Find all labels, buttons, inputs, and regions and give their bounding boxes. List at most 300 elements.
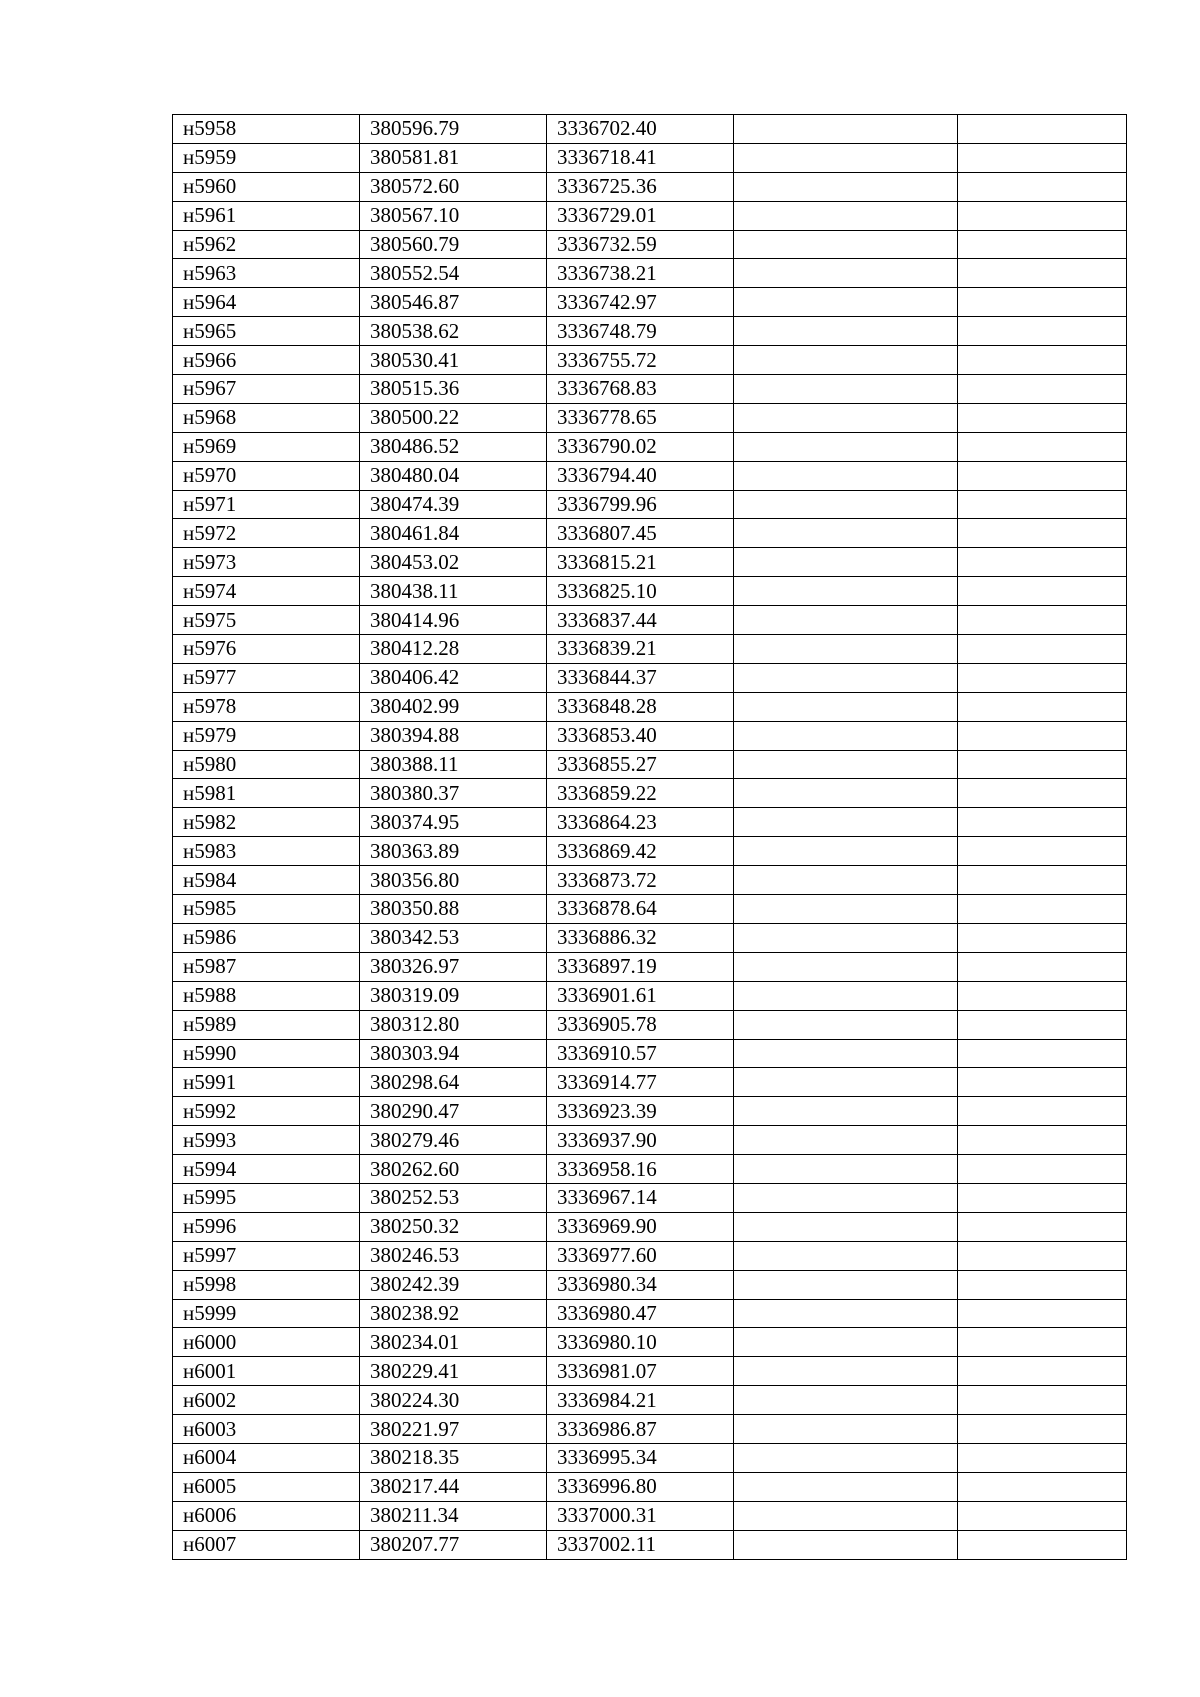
table-row: [173, 230, 1127, 259]
empty-cell-5: [958, 1183, 1127, 1212]
x-coordinate-cell: 380546.87: [360, 288, 547, 317]
table-row: [173, 692, 1127, 721]
point-id-cell: н6000: [173, 1328, 360, 1357]
y-coordinate-cell: 3336702.40: [547, 115, 734, 144]
empty-cell-5: [958, 1357, 1127, 1386]
x-coordinate-cell: 380211.34: [360, 1501, 547, 1530]
empty-cell-5: [958, 1097, 1127, 1126]
empty-cell-4: [734, 779, 958, 808]
empty-cell-4: [734, 1357, 958, 1386]
empty-cell-5: [958, 808, 1127, 837]
x-coordinate-cell: 380402.99: [360, 692, 547, 721]
y-coordinate-cell: 3336748.79: [547, 317, 734, 346]
table-row: [173, 201, 1127, 230]
y-coordinate-cell: 3336937.90: [547, 1126, 734, 1155]
y-coordinate-cell: 3336897.19: [547, 952, 734, 981]
y-coordinate-cell: 3336729.01: [547, 201, 734, 230]
y-coordinate-cell: 3336967.14: [547, 1183, 734, 1212]
y-coordinate-cell: 3336755.72: [547, 346, 734, 375]
table-row: [173, 461, 1127, 490]
point-id-cell: н5978: [173, 692, 360, 721]
point-id-cell: н5988: [173, 981, 360, 1010]
empty-cell-4: [734, 519, 958, 548]
x-coordinate-cell: 380298.64: [360, 1068, 547, 1097]
empty-cell-4: [734, 346, 958, 375]
empty-cell-4: [734, 1270, 958, 1299]
x-coordinate-cell: 380486.52: [360, 432, 547, 461]
point-id-cell: н5986: [173, 923, 360, 952]
table-row: [173, 837, 1127, 866]
empty-cell-5: [958, 952, 1127, 981]
x-coordinate-cell: 380363.89: [360, 837, 547, 866]
empty-cell-5: [958, 981, 1127, 1010]
empty-cell-5: [958, 172, 1127, 201]
x-coordinate-cell: 380567.10: [360, 201, 547, 230]
empty-cell-4: [734, 1299, 958, 1328]
x-coordinate-cell: 380572.60: [360, 172, 547, 201]
x-coordinate-cell: 380412.28: [360, 635, 547, 664]
table-row: [173, 981, 1127, 1010]
empty-cell-5: [958, 1068, 1127, 1097]
x-coordinate-cell: 380515.36: [360, 375, 547, 404]
empty-cell-5: [958, 1039, 1127, 1068]
table-row: [173, 895, 1127, 924]
empty-cell-4: [734, 952, 958, 981]
empty-cell-5: [958, 432, 1127, 461]
empty-cell-5: [958, 1212, 1127, 1241]
x-coordinate-cell: 380552.54: [360, 259, 547, 288]
x-coordinate-cell: 380221.97: [360, 1415, 547, 1444]
table-row: [173, 1039, 1127, 1068]
point-id-cell: н5990: [173, 1039, 360, 1068]
y-coordinate-cell: 3336848.28: [547, 692, 734, 721]
x-coordinate-cell: 380342.53: [360, 923, 547, 952]
x-coordinate-cell: 380312.80: [360, 1010, 547, 1039]
table-row: [173, 490, 1127, 519]
point-id-cell: н5958: [173, 115, 360, 144]
empty-cell-5: [958, 1472, 1127, 1501]
point-id-cell: н5973: [173, 548, 360, 577]
empty-cell-4: [734, 1183, 958, 1212]
table-row: [173, 1097, 1127, 1126]
point-id-cell: н5969: [173, 432, 360, 461]
y-coordinate-cell: 3336901.61: [547, 981, 734, 1010]
table-row: [173, 1155, 1127, 1184]
y-coordinate-cell: 3336878.64: [547, 895, 734, 924]
x-coordinate-cell: 380394.88: [360, 721, 547, 750]
table-row: [173, 1241, 1127, 1270]
table-row: [173, 721, 1127, 750]
y-coordinate-cell: 3336837.44: [547, 606, 734, 635]
point-id-cell: н5967: [173, 375, 360, 404]
y-coordinate-cell: 3336986.87: [547, 1415, 734, 1444]
x-coordinate-cell: 380229.41: [360, 1357, 547, 1386]
point-id-cell: н5976: [173, 635, 360, 664]
empty-cell-4: [734, 1241, 958, 1270]
empty-cell-5: [958, 1270, 1127, 1299]
x-coordinate-cell: 380234.01: [360, 1328, 547, 1357]
point-id-cell: н6005: [173, 1472, 360, 1501]
table-row: [173, 1386, 1127, 1415]
y-coordinate-cell: 3336825.10: [547, 577, 734, 606]
point-id-cell: н5985: [173, 895, 360, 924]
y-coordinate-cell: 3336732.59: [547, 230, 734, 259]
y-coordinate-cell: 3336969.90: [547, 1212, 734, 1241]
y-coordinate-cell: 3336844.37: [547, 663, 734, 692]
empty-cell-4: [734, 1443, 958, 1472]
x-coordinate-cell: 380262.60: [360, 1155, 547, 1184]
x-coordinate-cell: 380581.81: [360, 143, 547, 172]
point-id-cell: н5991: [173, 1068, 360, 1097]
x-coordinate-cell: 380290.47: [360, 1097, 547, 1126]
empty-cell-5: [958, 1415, 1127, 1444]
point-id-cell: н5962: [173, 230, 360, 259]
x-coordinate-cell: 380530.41: [360, 346, 547, 375]
point-id-cell: н6007: [173, 1530, 360, 1559]
table-row: [173, 1415, 1127, 1444]
empty-cell-4: [734, 461, 958, 490]
empty-cell-4: [734, 577, 958, 606]
empty-cell-5: [958, 577, 1127, 606]
table-row: [173, 606, 1127, 635]
table-row: [173, 1010, 1127, 1039]
table-row: [173, 1068, 1127, 1097]
empty-cell-4: [734, 201, 958, 230]
table-row: [173, 1357, 1127, 1386]
table-row: [173, 808, 1127, 837]
empty-cell-5: [958, 519, 1127, 548]
y-coordinate-cell: 3336859.22: [547, 779, 734, 808]
x-coordinate-cell: 380279.46: [360, 1126, 547, 1155]
empty-cell-5: [958, 1155, 1127, 1184]
empty-cell-5: [958, 779, 1127, 808]
empty-cell-5: [958, 635, 1127, 664]
empty-cell-4: [734, 288, 958, 317]
y-coordinate-cell: 3336799.96: [547, 490, 734, 519]
y-coordinate-cell: 3336853.40: [547, 721, 734, 750]
empty-cell-4: [734, 1415, 958, 1444]
y-coordinate-cell: 3336914.77: [547, 1068, 734, 1097]
x-coordinate-cell: 380207.77: [360, 1530, 547, 1559]
empty-cell-4: [734, 230, 958, 259]
x-coordinate-cell: 380538.62: [360, 317, 547, 346]
y-coordinate-cell: 3336790.02: [547, 432, 734, 461]
empty-cell-4: [734, 143, 958, 172]
empty-cell-4: [734, 172, 958, 201]
table-row: [173, 635, 1127, 664]
empty-cell-4: [734, 1097, 958, 1126]
empty-cell-4: [734, 548, 958, 577]
empty-cell-4: [734, 635, 958, 664]
table-row: [173, 779, 1127, 808]
empty-cell-5: [958, 1530, 1127, 1559]
point-id-cell: н5995: [173, 1183, 360, 1212]
table-row: [173, 375, 1127, 404]
empty-cell-5: [958, 1126, 1127, 1155]
x-coordinate-cell: 380388.11: [360, 750, 547, 779]
y-coordinate-cell: 3336839.21: [547, 635, 734, 664]
empty-cell-5: [958, 201, 1127, 230]
empty-cell-5: [958, 923, 1127, 952]
empty-cell-5: [958, 461, 1127, 490]
empty-cell-5: [958, 663, 1127, 692]
y-coordinate-cell: 3336815.21: [547, 548, 734, 577]
x-coordinate-cell: 380242.39: [360, 1270, 547, 1299]
point-id-cell: н5960: [173, 172, 360, 201]
table-row: [173, 519, 1127, 548]
y-coordinate-cell: 3336980.10: [547, 1328, 734, 1357]
x-coordinate-cell: 380250.32: [360, 1212, 547, 1241]
table-row: [173, 1270, 1127, 1299]
x-coordinate-cell: 380374.95: [360, 808, 547, 837]
empty-cell-5: [958, 230, 1127, 259]
table-row: [173, 432, 1127, 461]
empty-cell-5: [958, 837, 1127, 866]
point-id-cell: н5961: [173, 201, 360, 230]
table-row: [173, 750, 1127, 779]
empty-cell-4: [734, 259, 958, 288]
empty-cell-4: [734, 1010, 958, 1039]
point-id-cell: н5965: [173, 317, 360, 346]
table-row: [173, 952, 1127, 981]
empty-cell-4: [734, 837, 958, 866]
empty-cell-5: [958, 548, 1127, 577]
empty-cell-5: [958, 259, 1127, 288]
x-coordinate-cell: 380238.92: [360, 1299, 547, 1328]
table-row: [173, 115, 1127, 144]
y-coordinate-cell: 3336923.39: [547, 1097, 734, 1126]
empty-cell-4: [734, 808, 958, 837]
y-coordinate-cell: 3336855.27: [547, 750, 734, 779]
point-id-cell: н5974: [173, 577, 360, 606]
empty-cell-4: [734, 115, 958, 144]
point-id-cell: н5983: [173, 837, 360, 866]
y-coordinate-cell: 3336869.42: [547, 837, 734, 866]
empty-cell-5: [958, 346, 1127, 375]
y-coordinate-cell: 3336873.72: [547, 866, 734, 895]
y-coordinate-cell: 3336981.07: [547, 1357, 734, 1386]
empty-cell-5: [958, 1328, 1127, 1357]
table-row: [173, 1328, 1127, 1357]
x-coordinate-cell: 380326.97: [360, 952, 547, 981]
table-row: [173, 346, 1127, 375]
empty-cell-4: [734, 750, 958, 779]
empty-cell-4: [734, 317, 958, 346]
y-coordinate-cell: 3336742.97: [547, 288, 734, 317]
table-row: [173, 866, 1127, 895]
point-id-cell: н6001: [173, 1357, 360, 1386]
table-row: [173, 1126, 1127, 1155]
y-coordinate-cell: 3336768.83: [547, 375, 734, 404]
point-id-cell: н5999: [173, 1299, 360, 1328]
x-coordinate-cell: 380252.53: [360, 1183, 547, 1212]
empty-cell-5: [958, 606, 1127, 635]
y-coordinate-cell: 3336910.57: [547, 1039, 734, 1068]
x-coordinate-cell: 380438.11: [360, 577, 547, 606]
empty-cell-4: [734, 1386, 958, 1415]
y-coordinate-cell: 3337000.31: [547, 1501, 734, 1530]
x-coordinate-cell: 380474.39: [360, 490, 547, 519]
y-coordinate-cell: 3336738.21: [547, 259, 734, 288]
empty-cell-5: [958, 1241, 1127, 1270]
empty-cell-5: [958, 115, 1127, 144]
empty-cell-4: [734, 692, 958, 721]
point-id-cell: н5964: [173, 288, 360, 317]
empty-cell-4: [734, 1212, 958, 1241]
table-row: [173, 259, 1127, 288]
y-coordinate-cell: 3336905.78: [547, 1010, 734, 1039]
point-id-cell: н5979: [173, 721, 360, 750]
y-coordinate-cell: 3336958.16: [547, 1155, 734, 1184]
empty-cell-4: [734, 1472, 958, 1501]
x-coordinate-cell: 380414.96: [360, 606, 547, 635]
point-id-cell: н5993: [173, 1126, 360, 1155]
empty-cell-4: [734, 1068, 958, 1097]
point-id-cell: н5968: [173, 403, 360, 432]
y-coordinate-cell: 3336778.65: [547, 403, 734, 432]
point-id-cell: н5998: [173, 1270, 360, 1299]
table-row: [173, 172, 1127, 201]
empty-cell-4: [734, 895, 958, 924]
x-coordinate-cell: 380224.30: [360, 1386, 547, 1415]
y-coordinate-cell: 3336996.80: [547, 1472, 734, 1501]
y-coordinate-cell: 3336984.21: [547, 1386, 734, 1415]
y-coordinate-cell: 3336995.34: [547, 1443, 734, 1472]
y-coordinate-cell: 3336794.40: [547, 461, 734, 490]
x-coordinate-cell: 380406.42: [360, 663, 547, 692]
point-id-cell: н5971: [173, 490, 360, 519]
y-coordinate-cell: 3336864.23: [547, 808, 734, 837]
point-id-cell: н5980: [173, 750, 360, 779]
point-id-cell: н5994: [173, 1155, 360, 1184]
x-coordinate-cell: 380453.02: [360, 548, 547, 577]
empty-cell-4: [734, 375, 958, 404]
point-id-cell: н5972: [173, 519, 360, 548]
empty-cell-4: [734, 721, 958, 750]
point-id-cell: н5959: [173, 143, 360, 172]
point-id-cell: н5992: [173, 1097, 360, 1126]
point-id-cell: н6003: [173, 1415, 360, 1444]
point-id-cell: н6006: [173, 1501, 360, 1530]
empty-cell-4: [734, 403, 958, 432]
x-coordinate-cell: 380380.37: [360, 779, 547, 808]
empty-cell-4: [734, 866, 958, 895]
empty-cell-5: [958, 375, 1127, 404]
y-coordinate-cell: 3336725.36: [547, 172, 734, 201]
y-coordinate-cell: 3336980.34: [547, 1270, 734, 1299]
table-row: [173, 317, 1127, 346]
point-id-cell: н5982: [173, 808, 360, 837]
table-row: [173, 1472, 1127, 1501]
empty-cell-5: [958, 721, 1127, 750]
empty-cell-4: [734, 1155, 958, 1184]
empty-cell-5: [958, 895, 1127, 924]
table-row: [173, 577, 1127, 606]
table-row: [173, 1530, 1127, 1559]
empty-cell-4: [734, 1126, 958, 1155]
x-coordinate-cell: 380500.22: [360, 403, 547, 432]
x-coordinate-cell: 380218.35: [360, 1443, 547, 1472]
point-id-cell: н6002: [173, 1386, 360, 1415]
empty-cell-5: [958, 490, 1127, 519]
point-id-cell: н5989: [173, 1010, 360, 1039]
x-coordinate-cell: 380461.84: [360, 519, 547, 548]
empty-cell-5: [958, 750, 1127, 779]
x-coordinate-cell: 380217.44: [360, 1472, 547, 1501]
coordinates-table: [172, 114, 1127, 1560]
table-row: [173, 1501, 1127, 1530]
table-row: [173, 288, 1127, 317]
empty-cell-5: [958, 1501, 1127, 1530]
empty-cell-5: [958, 403, 1127, 432]
empty-cell-5: [958, 866, 1127, 895]
empty-cell-4: [734, 663, 958, 692]
point-id-cell: н5981: [173, 779, 360, 808]
empty-cell-4: [734, 432, 958, 461]
empty-cell-5: [958, 317, 1127, 346]
x-coordinate-cell: 380356.80: [360, 866, 547, 895]
point-id-cell: н5987: [173, 952, 360, 981]
point-id-cell: н5996: [173, 1212, 360, 1241]
empty-cell-5: [958, 1299, 1127, 1328]
empty-cell-5: [958, 143, 1127, 172]
empty-cell-4: [734, 981, 958, 1010]
point-id-cell: н5997: [173, 1241, 360, 1270]
empty-cell-5: [958, 288, 1127, 317]
empty-cell-5: [958, 1386, 1127, 1415]
point-id-cell: н5984: [173, 866, 360, 895]
empty-cell-4: [734, 923, 958, 952]
point-id-cell: н5963: [173, 259, 360, 288]
empty-cell-4: [734, 490, 958, 519]
point-id-cell: н5975: [173, 606, 360, 635]
coordinates-table-body: [173, 115, 1127, 1560]
y-coordinate-cell: 3336980.47: [547, 1299, 734, 1328]
empty-cell-4: [734, 1328, 958, 1357]
empty-cell-5: [958, 692, 1127, 721]
x-coordinate-cell: 380246.53: [360, 1241, 547, 1270]
x-coordinate-cell: 380319.09: [360, 981, 547, 1010]
x-coordinate-cell: 380560.79: [360, 230, 547, 259]
empty-cell-4: [734, 606, 958, 635]
point-id-cell: н5966: [173, 346, 360, 375]
table-row: [173, 1212, 1127, 1241]
empty-cell-4: [734, 1039, 958, 1068]
table-row: [173, 923, 1127, 952]
x-coordinate-cell: 380303.94: [360, 1039, 547, 1068]
table-row: [173, 403, 1127, 432]
y-coordinate-cell: 3336807.45: [547, 519, 734, 548]
x-coordinate-cell: 380480.04: [360, 461, 547, 490]
table-row: [173, 143, 1127, 172]
y-coordinate-cell: 3336718.41: [547, 143, 734, 172]
point-id-cell: н5970: [173, 461, 360, 490]
point-id-cell: н5977: [173, 663, 360, 692]
empty-cell-5: [958, 1443, 1127, 1472]
empty-cell-4: [734, 1530, 958, 1559]
table-row: [173, 1443, 1127, 1472]
table-row: [173, 548, 1127, 577]
x-coordinate-cell: 380596.79: [360, 115, 547, 144]
y-coordinate-cell: 3337002.11: [547, 1530, 734, 1559]
y-coordinate-cell: 3336886.32: [547, 923, 734, 952]
empty-cell-5: [958, 1010, 1127, 1039]
x-coordinate-cell: 380350.88: [360, 895, 547, 924]
point-id-cell: н6004: [173, 1443, 360, 1472]
y-coordinate-cell: 3336977.60: [547, 1241, 734, 1270]
empty-cell-4: [734, 1501, 958, 1530]
table-row: [173, 663, 1127, 692]
